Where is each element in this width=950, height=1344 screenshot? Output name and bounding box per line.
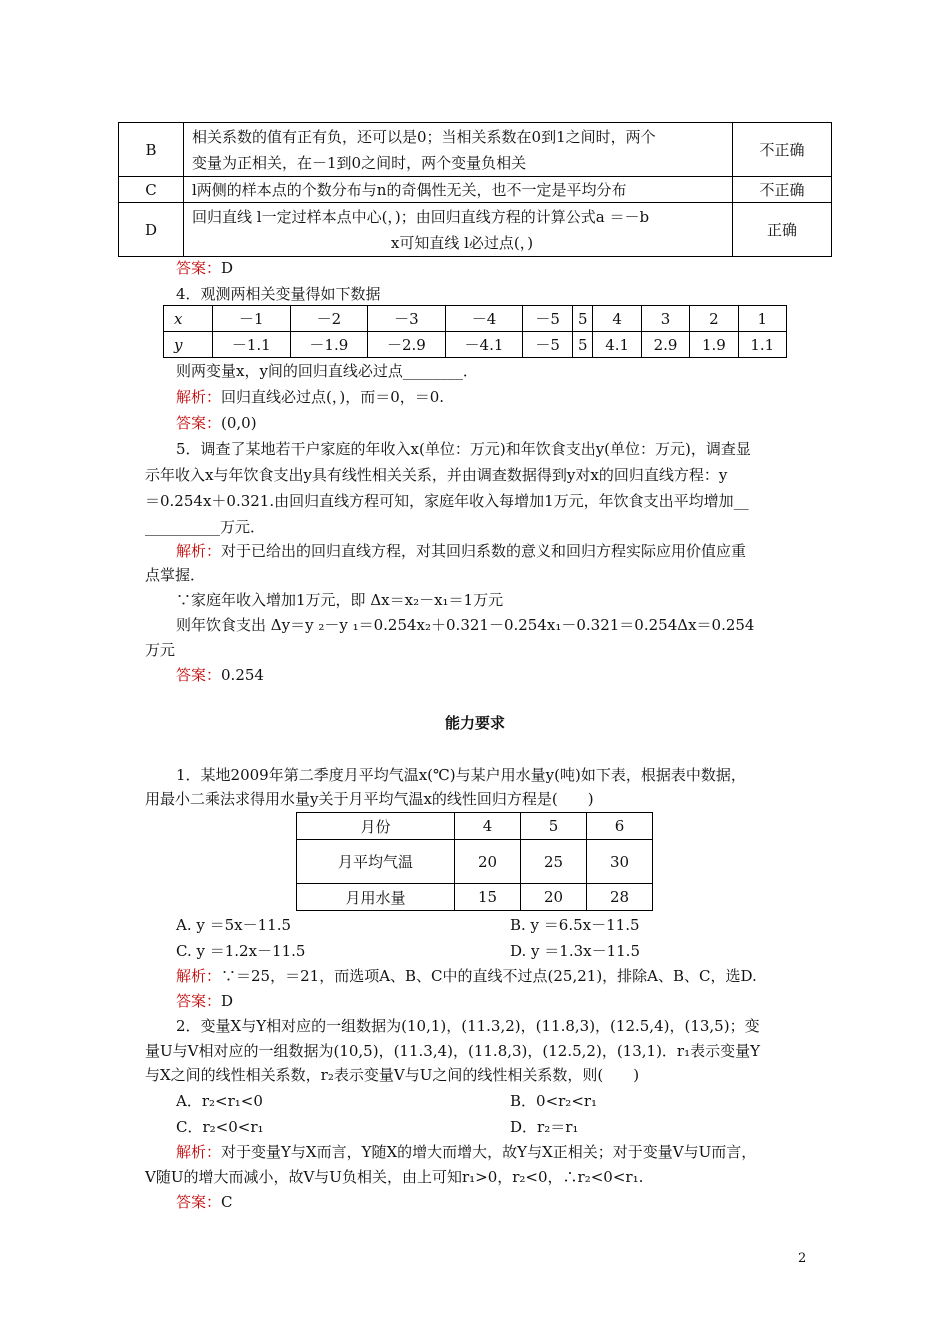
x-cell: 1: [738, 306, 786, 332]
x-cell: －2: [290, 306, 368, 332]
x-cell: 5: [572, 306, 593, 332]
answer-label: 答案：: [176, 992, 222, 1010]
option-c: C. y ＝1.2x－11.5: [176, 942, 306, 960]
answer-label: 答案：: [176, 414, 222, 432]
top-options-table: [118, 122, 832, 257]
analysis-text: 对于已给出的回归直线方程，对其回归系数的意义和回归方程实际应用价值应重: [221, 542, 747, 560]
p2-line: 量U与V相对应的一组数据为(10,5)，(11.3,4)，(11.8,3)，(12.5,2)，(13,1)．r₁表示变量Y: [145, 1042, 761, 1060]
p1-data-table: [296, 812, 653, 911]
x-cell: －5: [523, 306, 573, 332]
y-cell: 1.9: [690, 332, 738, 358]
row-label: B: [119, 123, 184, 177]
option-a: A. y ＝5x－11.5: [176, 916, 292, 934]
x-cell: 3: [641, 306, 689, 332]
analysis-label: 解析：: [176, 1143, 222, 1161]
x-cell: －3: [368, 306, 446, 332]
p1-line: 用最小二乘法求得用水量y关于月平均气温x的线性回归方程是( ): [145, 790, 594, 808]
y-header: y: [164, 332, 213, 358]
y-cell: －5: [523, 332, 573, 358]
row-verdict: 正确: [733, 203, 832, 257]
row-content-line: x可知直线 l必过点(，): [390, 233, 534, 252]
p1-line: 1．某地2009年第二季度月平均气温x(℃)与某户用水量y(吨)如下表，根据表中数据，: [176, 766, 746, 784]
q5-line: ＝0.254x＋0.321.由回归直线方程可知，家庭年收入每增加1万元，年饮食支出平均增加__: [145, 492, 749, 510]
x-cell: 2: [690, 306, 738, 332]
q5-line: 5．调查了某地若干户家庭的年收入x(单位：万元)和年饮食支出y(单位：万元)，调查显: [176, 440, 751, 458]
q4-analysis: [176, 386, 444, 407]
q5-analysis: [176, 540, 746, 561]
analysis-label: 解析：: [176, 542, 222, 560]
y-cell: －4.1: [445, 332, 523, 358]
table-header: 6: [587, 813, 653, 840]
x-cell: －4: [445, 306, 523, 332]
table-cell: 20: [455, 840, 521, 884]
answer-label: 答案：: [176, 666, 222, 684]
table-header: 月份: [297, 813, 455, 840]
x-cell: －1: [213, 306, 291, 332]
q5-calc-cont: 万元: [145, 641, 176, 659]
y-cell: －1.9: [290, 332, 368, 358]
table-cell: 30: [587, 840, 653, 884]
row-content-line: 变量为正相关，在－1到0之间时，两个变量负相关: [192, 153, 527, 172]
row-content: [184, 203, 733, 257]
option-b: B．0<r₂<r₁: [510, 1092, 598, 1110]
answer-label: 答案：: [176, 1193, 222, 1211]
y-cell: －2.9: [368, 332, 446, 358]
q5-line: __________万元．: [145, 518, 266, 536]
y-cell: －1.1: [213, 332, 291, 358]
option-a: A．r₂<r₁<0: [176, 1092, 263, 1110]
option-b: B. y ＝6.5x－11.5: [510, 916, 640, 934]
answer-value: C: [221, 1193, 233, 1211]
row-label: C: [119, 177, 184, 203]
analysis-label: 解析：: [176, 967, 222, 985]
q5-answer: [176, 664, 264, 685]
p2-analysis: [176, 1141, 756, 1162]
p2-line: 与X之间的线性相关系数，r₂表示变量V与U之间的线性相关系数，则( ): [145, 1066, 640, 1084]
q5-line: 示年收入x与年饮食支出y具有线性相关关系，并由调查数据得到y对x的回归直线方程：y: [145, 466, 728, 484]
y-cell: 4.1: [593, 332, 641, 358]
table-header: 4: [455, 813, 521, 840]
answer-label: 答案：: [176, 259, 222, 277]
row-content-line: l两侧的样本点的个数分布与n的奇偶性无关，也不一定是平均分布: [192, 181, 627, 199]
table-cell: 15: [455, 884, 521, 911]
row-verdict: 不正确: [733, 123, 832, 177]
option-d: D. y ＝1.3x－11.5: [510, 942, 640, 960]
q4-question: 则两变量x，y间的回归直线必过点________．: [176, 362, 478, 380]
row-content: [184, 177, 733, 203]
analysis-text: 回归直线必过点(，)，而＝0，＝0.: [221, 388, 445, 406]
table-header: 5: [521, 813, 587, 840]
page-number: 2: [798, 1251, 807, 1266]
section-title: 能力要求: [444, 714, 505, 732]
q4-data-table: [163, 305, 787, 358]
table-cell: 月平均气温: [297, 840, 455, 884]
row-content: [184, 123, 733, 177]
row-content-line: 相关系数的值有正有负，还可以是0；当相关系数在0到1之间时，两个: [192, 127, 656, 146]
q4-stem: 4．观测两相关变量得如下数据: [176, 285, 381, 303]
table-cell: 28: [587, 884, 653, 911]
row-verdict: 不正确: [733, 177, 832, 203]
q5-analysis-cont: 点掌握．: [145, 566, 206, 584]
analysis-label: 解析：: [176, 388, 222, 406]
y-cell: 2.9: [641, 332, 689, 358]
y-cell: 5: [572, 332, 593, 358]
answer-value: (0,0): [221, 414, 257, 432]
q5-calc: 则年饮食支出 Δy＝y ₂－y ₁＝0.254x₂＋0.321－0.254x₁－0.321＝0.254Δx＝0.254: [176, 616, 755, 634]
analysis-text: ∵＝25，＝21，而选项A、B、C中的直线不过点(25,21)，排除A、B、C，选D.: [221, 967, 757, 985]
x-header: x: [164, 306, 213, 332]
y-cell: 1.1: [738, 332, 786, 358]
q3-answer: [176, 257, 233, 278]
table-cell: 20: [521, 884, 587, 911]
answer-value: D: [221, 992, 234, 1010]
analysis-text: 对于变量Y与X而言，Y随X的增大而增大，故Y与X正相关；对于变量V与U而言，: [221, 1143, 757, 1161]
option-c: C．r₂<0<r₁: [176, 1118, 264, 1136]
x-cell: 4: [593, 306, 641, 332]
p1-answer: [176, 990, 233, 1011]
answer-value: D: [221, 259, 234, 277]
p2-line: 2．变量X与Y相对应的一组数据为(10,1)，(11.3,2)，(11.8,3)，(12.5,4)，(13,5)；变: [176, 1017, 760, 1035]
table-cell: 25: [521, 840, 587, 884]
q5-reason: ∵家庭年收入增加1万元，即 Δx＝x₂－x₁＝1万元: [176, 591, 504, 609]
row-content-line: 回归直线 l一定过样本点中心(，)；由回归直线方程的计算公式a ＝－b: [192, 207, 650, 226]
row-label: D: [119, 203, 184, 257]
p2-answer: [176, 1191, 233, 1212]
p1-analysis: [176, 965, 757, 986]
option-d: D．r₂＝r₁: [510, 1118, 579, 1136]
p2-analysis-cont: V随U的增大而减小，故V与U负相关，由上可知r₁>0，r₂<0，∴r₂<0<r₁.: [145, 1168, 644, 1186]
answer-value: 0.254: [221, 666, 264, 684]
table-cell: 月用水量: [297, 884, 455, 911]
q4-answer: [176, 412, 257, 433]
